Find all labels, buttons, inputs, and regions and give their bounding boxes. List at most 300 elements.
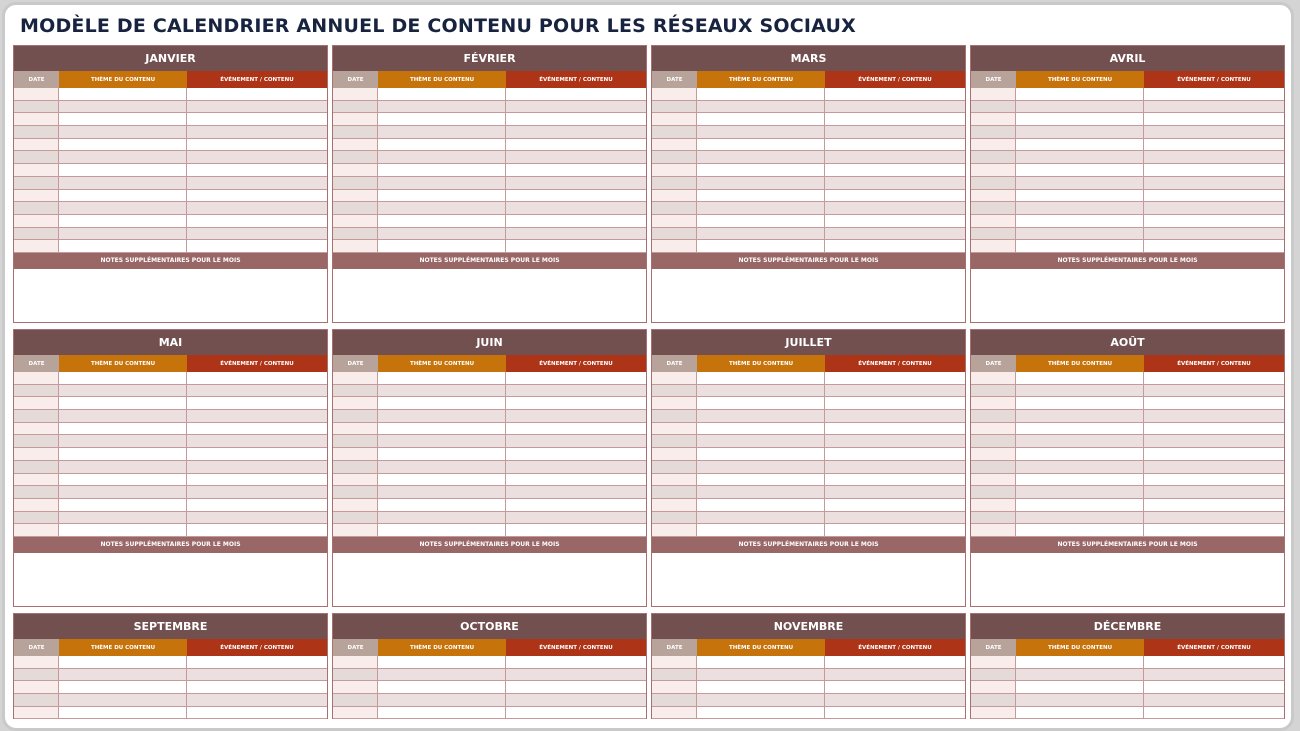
- date-cell[interactable]: [333, 486, 378, 498]
- date-cell[interactable]: [333, 694, 378, 706]
- theme-cell[interactable]: [697, 448, 825, 460]
- theme-cell[interactable]: [378, 228, 506, 240]
- theme-cell[interactable]: [697, 126, 825, 138]
- event-cell[interactable]: [506, 410, 646, 422]
- event-cell[interactable]: [506, 524, 646, 536]
- date-cell[interactable]: [14, 707, 59, 719]
- date-cell[interactable]: [652, 681, 697, 693]
- date-cell[interactable]: [333, 177, 378, 189]
- date-cell[interactable]: [333, 372, 378, 384]
- event-cell[interactable]: [1144, 461, 1284, 473]
- date-cell[interactable]: [652, 113, 697, 125]
- date-cell[interactable]: [971, 164, 1016, 176]
- theme-cell[interactable]: [697, 499, 825, 511]
- event-cell[interactable]: [825, 474, 965, 486]
- event-cell[interactable]: [506, 113, 646, 125]
- event-cell[interactable]: [506, 228, 646, 240]
- event-cell[interactable]: [1144, 512, 1284, 524]
- event-cell[interactable]: [187, 397, 327, 409]
- theme-cell[interactable]: [697, 228, 825, 240]
- event-cell[interactable]: [825, 113, 965, 125]
- theme-cell[interactable]: [59, 448, 187, 460]
- date-cell[interactable]: [971, 694, 1016, 706]
- theme-cell[interactable]: [59, 397, 187, 409]
- date-cell[interactable]: [652, 694, 697, 706]
- date-cell[interactable]: [14, 151, 59, 163]
- date-cell[interactable]: [971, 499, 1016, 511]
- date-cell[interactable]: [333, 202, 378, 214]
- date-cell[interactable]: [14, 461, 59, 473]
- theme-cell[interactable]: [378, 707, 506, 719]
- theme-cell[interactable]: [59, 524, 187, 536]
- date-cell[interactable]: [971, 512, 1016, 524]
- date-cell[interactable]: [14, 190, 59, 202]
- theme-cell[interactable]: [1016, 177, 1144, 189]
- theme-cell[interactable]: [59, 499, 187, 511]
- event-cell[interactable]: [825, 512, 965, 524]
- event-cell[interactable]: [825, 397, 965, 409]
- theme-cell[interactable]: [59, 423, 187, 435]
- date-cell[interactable]: [652, 707, 697, 719]
- event-cell[interactable]: [187, 385, 327, 397]
- theme-cell[interactable]: [59, 228, 187, 240]
- event-cell[interactable]: [825, 101, 965, 113]
- event-cell[interactable]: [825, 656, 965, 668]
- theme-cell[interactable]: [59, 202, 187, 214]
- event-cell[interactable]: [825, 499, 965, 511]
- theme-cell[interactable]: [1016, 681, 1144, 693]
- event-cell[interactable]: [825, 707, 965, 719]
- theme-cell[interactable]: [697, 474, 825, 486]
- date-cell[interactable]: [14, 139, 59, 151]
- date-cell[interactable]: [971, 410, 1016, 422]
- theme-cell[interactable]: [697, 423, 825, 435]
- date-cell[interactable]: [971, 474, 1016, 486]
- date-cell[interactable]: [333, 435, 378, 447]
- notes-cell[interactable]: [14, 553, 327, 606]
- theme-cell[interactable]: [697, 461, 825, 473]
- theme-cell[interactable]: [378, 656, 506, 668]
- event-cell[interactable]: [825, 448, 965, 460]
- theme-cell[interactable]: [378, 202, 506, 214]
- theme-cell[interactable]: [378, 669, 506, 681]
- event-cell[interactable]: [506, 448, 646, 460]
- date-cell[interactable]: [14, 126, 59, 138]
- event-cell[interactable]: [506, 240, 646, 252]
- theme-cell[interactable]: [697, 240, 825, 252]
- date-cell[interactable]: [14, 423, 59, 435]
- date-cell[interactable]: [14, 681, 59, 693]
- date-cell[interactable]: [14, 202, 59, 214]
- date-cell[interactable]: [14, 656, 59, 668]
- theme-cell[interactable]: [1016, 372, 1144, 384]
- theme-cell[interactable]: [1016, 524, 1144, 536]
- theme-cell[interactable]: [59, 410, 187, 422]
- theme-cell[interactable]: [697, 397, 825, 409]
- event-cell[interactable]: [187, 126, 327, 138]
- date-cell[interactable]: [652, 486, 697, 498]
- event-cell[interactable]: [506, 435, 646, 447]
- theme-cell[interactable]: [59, 486, 187, 498]
- event-cell[interactable]: [187, 240, 327, 252]
- theme-cell[interactable]: [378, 190, 506, 202]
- theme-cell[interactable]: [1016, 385, 1144, 397]
- event-cell[interactable]: [506, 385, 646, 397]
- date-cell[interactable]: [333, 228, 378, 240]
- event-cell[interactable]: [1144, 385, 1284, 397]
- event-cell[interactable]: [187, 177, 327, 189]
- date-cell[interactable]: [14, 410, 59, 422]
- theme-cell[interactable]: [697, 139, 825, 151]
- date-cell[interactable]: [333, 707, 378, 719]
- event-cell[interactable]: [1144, 177, 1284, 189]
- theme-cell[interactable]: [697, 694, 825, 706]
- event-cell[interactable]: [1144, 240, 1284, 252]
- theme-cell[interactable]: [1016, 126, 1144, 138]
- theme-cell[interactable]: [378, 524, 506, 536]
- theme-cell[interactable]: [1016, 397, 1144, 409]
- date-cell[interactable]: [652, 151, 697, 163]
- theme-cell[interactable]: [697, 88, 825, 100]
- date-cell[interactable]: [14, 177, 59, 189]
- date-cell[interactable]: [14, 240, 59, 252]
- date-cell[interactable]: [652, 423, 697, 435]
- date-cell[interactable]: [652, 240, 697, 252]
- event-cell[interactable]: [1144, 202, 1284, 214]
- event-cell[interactable]: [1144, 113, 1284, 125]
- event-cell[interactable]: [1144, 669, 1284, 681]
- date-cell[interactable]: [652, 669, 697, 681]
- event-cell[interactable]: [187, 88, 327, 100]
- event-cell[interactable]: [825, 410, 965, 422]
- event-cell[interactable]: [506, 707, 646, 719]
- event-cell[interactable]: [825, 190, 965, 202]
- event-cell[interactable]: [506, 397, 646, 409]
- date-cell[interactable]: [971, 707, 1016, 719]
- event-cell[interactable]: [506, 88, 646, 100]
- event-cell[interactable]: [1144, 410, 1284, 422]
- date-cell[interactable]: [14, 228, 59, 240]
- theme-cell[interactable]: [378, 372, 506, 384]
- theme-cell[interactable]: [378, 486, 506, 498]
- theme-cell[interactable]: [1016, 474, 1144, 486]
- theme-cell[interactable]: [378, 240, 506, 252]
- event-cell[interactable]: [1144, 656, 1284, 668]
- date-cell[interactable]: [333, 164, 378, 176]
- date-cell[interactable]: [333, 190, 378, 202]
- date-cell[interactable]: [333, 512, 378, 524]
- theme-cell[interactable]: [59, 88, 187, 100]
- date-cell[interactable]: [971, 215, 1016, 227]
- date-cell[interactable]: [14, 215, 59, 227]
- theme-cell[interactable]: [378, 474, 506, 486]
- theme-cell[interactable]: [1016, 499, 1144, 511]
- event-cell[interactable]: [506, 656, 646, 668]
- event-cell[interactable]: [187, 423, 327, 435]
- event-cell[interactable]: [187, 656, 327, 668]
- date-cell[interactable]: [333, 681, 378, 693]
- theme-cell[interactable]: [1016, 669, 1144, 681]
- theme-cell[interactable]: [1016, 88, 1144, 100]
- date-cell[interactable]: [652, 177, 697, 189]
- theme-cell[interactable]: [378, 499, 506, 511]
- theme-cell[interactable]: [697, 101, 825, 113]
- date-cell[interactable]: [971, 202, 1016, 214]
- theme-cell[interactable]: [378, 512, 506, 524]
- event-cell[interactable]: [1144, 486, 1284, 498]
- date-cell[interactable]: [652, 474, 697, 486]
- date-cell[interactable]: [971, 190, 1016, 202]
- theme-cell[interactable]: [59, 512, 187, 524]
- event-cell[interactable]: [825, 240, 965, 252]
- date-cell[interactable]: [652, 435, 697, 447]
- theme-cell[interactable]: [378, 694, 506, 706]
- theme-cell[interactable]: [1016, 448, 1144, 460]
- theme-cell[interactable]: [1016, 139, 1144, 151]
- theme-cell[interactable]: [1016, 190, 1144, 202]
- theme-cell[interactable]: [1016, 240, 1144, 252]
- theme-cell[interactable]: [1016, 512, 1144, 524]
- theme-cell[interactable]: [1016, 707, 1144, 719]
- date-cell[interactable]: [14, 694, 59, 706]
- theme-cell[interactable]: [1016, 423, 1144, 435]
- event-cell[interactable]: [825, 681, 965, 693]
- date-cell[interactable]: [333, 474, 378, 486]
- theme-cell[interactable]: [1016, 215, 1144, 227]
- theme-cell[interactable]: [378, 126, 506, 138]
- theme-cell[interactable]: [697, 681, 825, 693]
- theme-cell[interactable]: [697, 215, 825, 227]
- theme-cell[interactable]: [1016, 151, 1144, 163]
- event-cell[interactable]: [506, 461, 646, 473]
- theme-cell[interactable]: [59, 656, 187, 668]
- event-cell[interactable]: [187, 474, 327, 486]
- theme-cell[interactable]: [59, 177, 187, 189]
- event-cell[interactable]: [1144, 101, 1284, 113]
- date-cell[interactable]: [14, 88, 59, 100]
- event-cell[interactable]: [506, 694, 646, 706]
- event-cell[interactable]: [187, 461, 327, 473]
- event-cell[interactable]: [825, 139, 965, 151]
- theme-cell[interactable]: [378, 101, 506, 113]
- theme-cell[interactable]: [697, 410, 825, 422]
- event-cell[interactable]: [187, 164, 327, 176]
- event-cell[interactable]: [1144, 151, 1284, 163]
- event-cell[interactable]: [825, 228, 965, 240]
- event-cell[interactable]: [506, 202, 646, 214]
- date-cell[interactable]: [333, 461, 378, 473]
- event-cell[interactable]: [1144, 524, 1284, 536]
- event-cell[interactable]: [825, 215, 965, 227]
- theme-cell[interactable]: [697, 164, 825, 176]
- theme-cell[interactable]: [59, 113, 187, 125]
- theme-cell[interactable]: [697, 669, 825, 681]
- date-cell[interactable]: [652, 385, 697, 397]
- date-cell[interactable]: [333, 151, 378, 163]
- theme-cell[interactable]: [59, 101, 187, 113]
- date-cell[interactable]: [652, 512, 697, 524]
- date-cell[interactable]: [14, 113, 59, 125]
- theme-cell[interactable]: [59, 474, 187, 486]
- date-cell[interactable]: [333, 669, 378, 681]
- theme-cell[interactable]: [59, 190, 187, 202]
- event-cell[interactable]: [825, 435, 965, 447]
- date-cell[interactable]: [971, 228, 1016, 240]
- date-cell[interactable]: [971, 461, 1016, 473]
- event-cell[interactable]: [825, 151, 965, 163]
- date-cell[interactable]: [971, 448, 1016, 460]
- date-cell[interactable]: [652, 190, 697, 202]
- event-cell[interactable]: [1144, 164, 1284, 176]
- theme-cell[interactable]: [59, 681, 187, 693]
- theme-cell[interactable]: [59, 385, 187, 397]
- notes-cell[interactable]: [333, 269, 646, 322]
- theme-cell[interactable]: [697, 372, 825, 384]
- date-cell[interactable]: [333, 385, 378, 397]
- theme-cell[interactable]: [697, 435, 825, 447]
- date-cell[interactable]: [14, 669, 59, 681]
- event-cell[interactable]: [825, 164, 965, 176]
- event-cell[interactable]: [825, 202, 965, 214]
- date-cell[interactable]: [652, 202, 697, 214]
- theme-cell[interactable]: [1016, 164, 1144, 176]
- event-cell[interactable]: [187, 190, 327, 202]
- event-cell[interactable]: [1144, 474, 1284, 486]
- date-cell[interactable]: [333, 139, 378, 151]
- date-cell[interactable]: [14, 474, 59, 486]
- date-cell[interactable]: [971, 423, 1016, 435]
- date-cell[interactable]: [971, 435, 1016, 447]
- event-cell[interactable]: [825, 177, 965, 189]
- event-cell[interactable]: [187, 669, 327, 681]
- event-cell[interactable]: [1144, 448, 1284, 460]
- date-cell[interactable]: [971, 126, 1016, 138]
- event-cell[interactable]: [187, 486, 327, 498]
- event-cell[interactable]: [1144, 190, 1284, 202]
- date-cell[interactable]: [652, 215, 697, 227]
- theme-cell[interactable]: [1016, 202, 1144, 214]
- theme-cell[interactable]: [697, 385, 825, 397]
- event-cell[interactable]: [506, 669, 646, 681]
- event-cell[interactable]: [1144, 694, 1284, 706]
- event-cell[interactable]: [825, 694, 965, 706]
- event-cell[interactable]: [825, 372, 965, 384]
- event-cell[interactable]: [187, 448, 327, 460]
- date-cell[interactable]: [333, 499, 378, 511]
- event-cell[interactable]: [506, 139, 646, 151]
- theme-cell[interactable]: [378, 681, 506, 693]
- theme-cell[interactable]: [59, 139, 187, 151]
- theme-cell[interactable]: [697, 524, 825, 536]
- date-cell[interactable]: [333, 101, 378, 113]
- event-cell[interactable]: [825, 423, 965, 435]
- theme-cell[interactable]: [378, 113, 506, 125]
- event-cell[interactable]: [187, 372, 327, 384]
- date-cell[interactable]: [971, 397, 1016, 409]
- event-cell[interactable]: [506, 151, 646, 163]
- date-cell[interactable]: [971, 139, 1016, 151]
- event-cell[interactable]: [187, 101, 327, 113]
- date-cell[interactable]: [652, 397, 697, 409]
- date-cell[interactable]: [14, 164, 59, 176]
- theme-cell[interactable]: [378, 151, 506, 163]
- event-cell[interactable]: [825, 669, 965, 681]
- date-cell[interactable]: [652, 448, 697, 460]
- date-cell[interactable]: [14, 101, 59, 113]
- event-cell[interactable]: [506, 126, 646, 138]
- event-cell[interactable]: [187, 435, 327, 447]
- date-cell[interactable]: [333, 113, 378, 125]
- date-cell[interactable]: [333, 448, 378, 460]
- event-cell[interactable]: [187, 228, 327, 240]
- theme-cell[interactable]: [59, 164, 187, 176]
- event-cell[interactable]: [506, 423, 646, 435]
- theme-cell[interactable]: [59, 240, 187, 252]
- event-cell[interactable]: [1144, 435, 1284, 447]
- theme-cell[interactable]: [378, 177, 506, 189]
- theme-cell[interactable]: [697, 177, 825, 189]
- theme-cell[interactable]: [697, 656, 825, 668]
- event-cell[interactable]: [506, 164, 646, 176]
- notes-cell[interactable]: [971, 269, 1284, 322]
- event-cell[interactable]: [825, 385, 965, 397]
- theme-cell[interactable]: [59, 707, 187, 719]
- event-cell[interactable]: [825, 486, 965, 498]
- event-cell[interactable]: [506, 101, 646, 113]
- date-cell[interactable]: [652, 461, 697, 473]
- event-cell[interactable]: [187, 215, 327, 227]
- event-cell[interactable]: [506, 486, 646, 498]
- event-cell[interactable]: [1144, 139, 1284, 151]
- event-cell[interactable]: [187, 113, 327, 125]
- theme-cell[interactable]: [697, 113, 825, 125]
- date-cell[interactable]: [14, 448, 59, 460]
- theme-cell[interactable]: [697, 707, 825, 719]
- date-cell[interactable]: [652, 228, 697, 240]
- theme-cell[interactable]: [59, 669, 187, 681]
- event-cell[interactable]: [1144, 372, 1284, 384]
- event-cell[interactable]: [187, 202, 327, 214]
- event-cell[interactable]: [825, 461, 965, 473]
- date-cell[interactable]: [971, 113, 1016, 125]
- event-cell[interactable]: [187, 681, 327, 693]
- date-cell[interactable]: [971, 385, 1016, 397]
- date-cell[interactable]: [652, 101, 697, 113]
- event-cell[interactable]: [825, 126, 965, 138]
- theme-cell[interactable]: [378, 385, 506, 397]
- notes-cell[interactable]: [971, 553, 1284, 606]
- date-cell[interactable]: [971, 681, 1016, 693]
- theme-cell[interactable]: [59, 215, 187, 227]
- theme-cell[interactable]: [697, 486, 825, 498]
- date-cell[interactable]: [652, 410, 697, 422]
- theme-cell[interactable]: [59, 435, 187, 447]
- date-cell[interactable]: [14, 397, 59, 409]
- event-cell[interactable]: [825, 524, 965, 536]
- theme-cell[interactable]: [378, 164, 506, 176]
- event-cell[interactable]: [506, 499, 646, 511]
- event-cell[interactable]: [187, 707, 327, 719]
- notes-cell[interactable]: [652, 269, 965, 322]
- event-cell[interactable]: [187, 151, 327, 163]
- date-cell[interactable]: [971, 669, 1016, 681]
- event-cell[interactable]: [1144, 215, 1284, 227]
- event-cell[interactable]: [187, 499, 327, 511]
- date-cell[interactable]: [14, 435, 59, 447]
- event-cell[interactable]: [187, 139, 327, 151]
- date-cell[interactable]: [333, 410, 378, 422]
- event-cell[interactable]: [187, 512, 327, 524]
